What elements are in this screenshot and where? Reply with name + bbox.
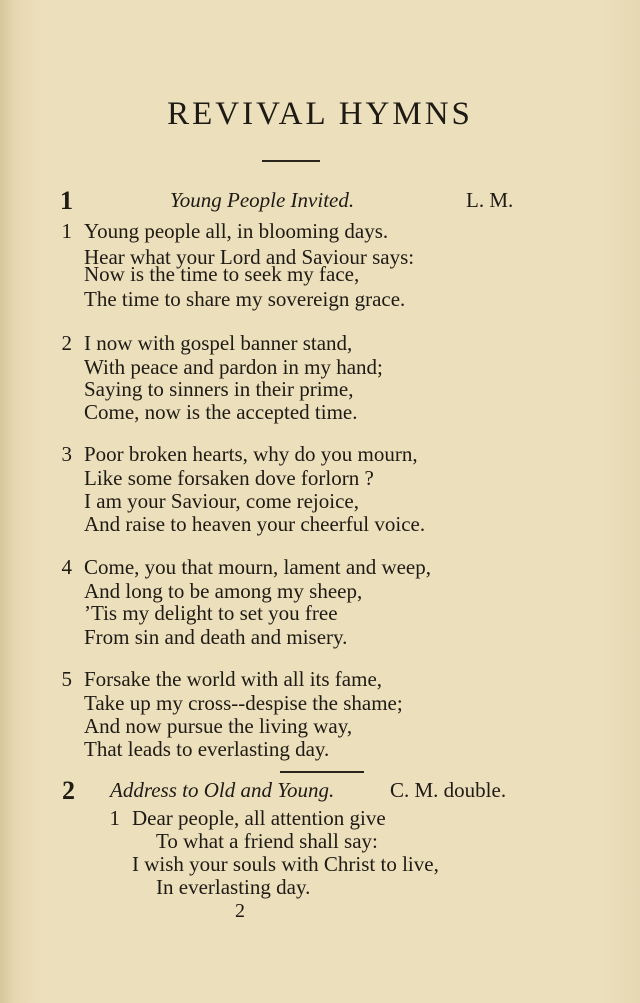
verse-number: 4: [61, 555, 72, 579]
verse-number: 5: [61, 667, 72, 691]
hymn-meter: C. M. double.: [390, 778, 507, 802]
verse-line: With peace and pardon in my hand;: [84, 355, 383, 379]
verse-line: Like some forsaken dove forlorn ?: [84, 466, 374, 490]
verse-line: Dear people, all attention give: [132, 806, 386, 830]
hymn-meter: L. M.: [466, 188, 514, 212]
verse-line: From sin and death and misery.: [84, 625, 348, 649]
verse-line: In everlasting day.: [156, 875, 311, 899]
verse-line: Come, now is the accepted time.: [84, 400, 358, 424]
verse-number: 1: [109, 806, 120, 830]
verse-line: And now pursue the living way,: [84, 714, 353, 738]
verse-line: And long to be among my sheep,: [84, 579, 363, 603]
verse-line: Saying to sinners in their prime,: [84, 377, 354, 401]
title-rule: [262, 160, 320, 162]
verse-line: Come, you that mourn, lament and weep,: [84, 555, 432, 579]
verse-line: To what a friend shall say:: [156, 829, 378, 853]
verse-line: Take up my cross--despise the shame;: [84, 691, 403, 715]
page-title: REVIVAL HYMNS: [167, 96, 473, 132]
verse-number: 2: [61, 331, 72, 355]
verse-number: 3: [61, 442, 72, 466]
verse-line: And raise to heaven your cheerful voice.: [84, 512, 426, 536]
verse-line: Young people all, in blooming days.: [84, 219, 389, 243]
verse-line: I now with gospel banner stand,: [84, 331, 353, 355]
page-number: 2: [235, 900, 245, 922]
verse-line: Forsake the world with all its fame,: [84, 667, 383, 691]
verse-line: Poor broken hearts, why do you mourn,: [84, 442, 418, 466]
verse-line: ’Tis my delight to set you free: [84, 601, 338, 625]
hymn-divider: [280, 771, 364, 773]
verse-line: That leads to everlasting day.: [84, 737, 330, 761]
verse-number: 1: [61, 219, 72, 243]
hymn-title: Young People Invited.: [170, 188, 355, 212]
verse-line: I am your Saviour, come rejoice,: [84, 489, 359, 513]
hymn-title: Address to Old and Young.: [110, 778, 335, 802]
verse-line: The time to share my sovereign grace.: [84, 287, 406, 311]
verse-line: Now is the time to seek my face,: [84, 262, 360, 286]
hymn-number: 1: [60, 186, 73, 215]
hymn-number: 2: [62, 776, 75, 805]
verse-line: I wish your souls with Christ to live,: [132, 852, 439, 876]
verse-line: Hear what your Lord and Saviour says:: [84, 245, 415, 269]
